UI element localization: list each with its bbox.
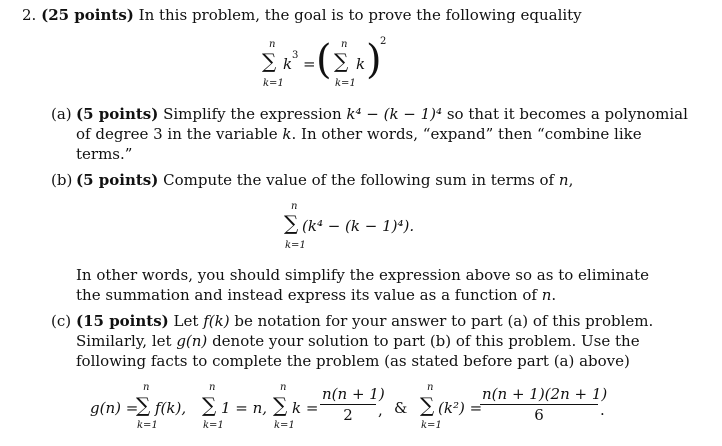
part-b-sum-lower: k=1 — [285, 240, 306, 251]
part-c-line1 — [76, 311, 653, 331]
g-lhs: g(n) = — [90, 399, 139, 417]
fact1-term: f(k), — [155, 399, 187, 417]
fact4-sum: ∑ — [420, 393, 435, 417]
sum-left-upper: n — [269, 39, 276, 50]
right-paren: ) — [366, 37, 382, 83]
part-b-after2-period: . — [551, 286, 557, 304]
sum-right-symbol: ∑ — [334, 49, 349, 73]
fact1-sum: ∑ — [136, 393, 151, 417]
part-b-after2 — [76, 285, 556, 305]
part-a-label: (a) — [51, 105, 72, 123]
part-a-line3: terms.” — [76, 145, 133, 163]
part-c-text4: denote your solution to part (b) of this problem. Use the — [212, 332, 640, 350]
part-c-line3: following facts to complete the problem (as stated before part (a) above) — [76, 352, 630, 370]
fact1-upper: n — [143, 382, 150, 393]
fact2-upper: n — [209, 382, 216, 393]
fact3-comma: , — [378, 401, 383, 419]
fact3-numerator: n(n + 1) — [322, 385, 385, 403]
fact3-lower: k=1 — [274, 420, 295, 431]
part-b-sum-upper: n — [291, 201, 298, 212]
fact4-numerator: n(n + 1)(2n + 1) — [482, 385, 608, 403]
outer-exponent: 2 — [380, 36, 387, 47]
problem-points: (25 points) — [41, 6, 134, 24]
part-b-points: (5 points) — [76, 171, 159, 189]
fact4-fraction — [480, 384, 608, 425]
part-a-points: (5 points) — [76, 105, 159, 123]
part-a-expression: k⁴ − (k − 1)⁴ — [346, 105, 443, 123]
fact3-denominator: 2 — [343, 406, 353, 424]
left-paren: ( — [316, 37, 332, 83]
fact2-sum: ∑ — [202, 393, 217, 417]
part-b-after2-text: the summation and instead express its value as a function of — [76, 286, 537, 304]
sum-left-term: k — [283, 55, 293, 73]
part-c-text2: be notation for your answer to part (a) of this problem. — [234, 312, 654, 330]
fact3-fraction — [320, 384, 385, 425]
part-b-sum-expression: (k⁴ − (k − 1)⁴). — [302, 217, 415, 235]
sum-right-term: k — [356, 55, 366, 73]
part-a-line1 — [76, 104, 688, 124]
part-c-f: f(k) — [203, 312, 230, 330]
fact4-term: (k²) = — [438, 399, 483, 417]
fact1-lower: k=1 — [137, 420, 158, 431]
final-period: . — [600, 401, 605, 419]
part-b-after2-var: n — [541, 286, 552, 304]
part-a-var: k — [282, 125, 292, 143]
problem-heading — [22, 5, 582, 25]
part-a-line2 — [76, 124, 642, 144]
part-b-label: (b) — [51, 171, 73, 189]
part-b-comma: , — [568, 171, 574, 189]
part-b-sum-symbol: ∑ — [284, 211, 299, 235]
part-c-line2 — [76, 331, 640, 351]
part-a-text3: of degree 3 in the variable — [76, 125, 278, 143]
ampersand: & — [394, 399, 408, 417]
fact3-sum: ∑ — [273, 393, 288, 417]
part-a-text4: . In other words, “expand” then “combine like — [291, 125, 642, 143]
fact4-denominator: 6 — [534, 406, 544, 424]
part-c-g: g(n) — [176, 332, 208, 350]
sum-left-symbol: ∑ — [262, 49, 277, 73]
problem-number: 2. — [22, 6, 37, 24]
part-a-text2: so that it becomes a polynomial — [446, 105, 688, 123]
fact2-lower: k=1 — [203, 420, 224, 431]
part-c-label: (c) — [51, 312, 72, 330]
sum-left-exponent: 3 — [292, 50, 299, 61]
part-b-text1: Compute the value of the following sum in terms of — [163, 171, 555, 189]
fact4-upper: n — [427, 382, 434, 393]
part-c-text3: Similarly, let — [76, 332, 172, 350]
part-a-text1: Simplify the expression — [163, 105, 342, 123]
part-c-points: (15 points) — [76, 312, 169, 330]
part-b-var: n — [558, 171, 569, 189]
fact3-term: k = — [292, 399, 319, 417]
sum-right-lower: k=1 — [335, 78, 356, 89]
part-b-line1 — [76, 170, 573, 190]
equals-sign: = — [303, 55, 316, 73]
part-c-text1: Let — [173, 312, 199, 330]
fact4-lower: k=1 — [421, 420, 442, 431]
sum-right-upper: n — [341, 39, 348, 50]
part-b-after1: In other words, you should simplify the expression above so as to eliminate — [76, 266, 650, 284]
sum-left-lower: k=1 — [263, 78, 284, 89]
problem-intro: In this problem, the goal is to prove the following equality — [138, 6, 582, 24]
fact2-term: 1 = n, — [221, 399, 268, 417]
fact3-upper: n — [280, 382, 287, 393]
